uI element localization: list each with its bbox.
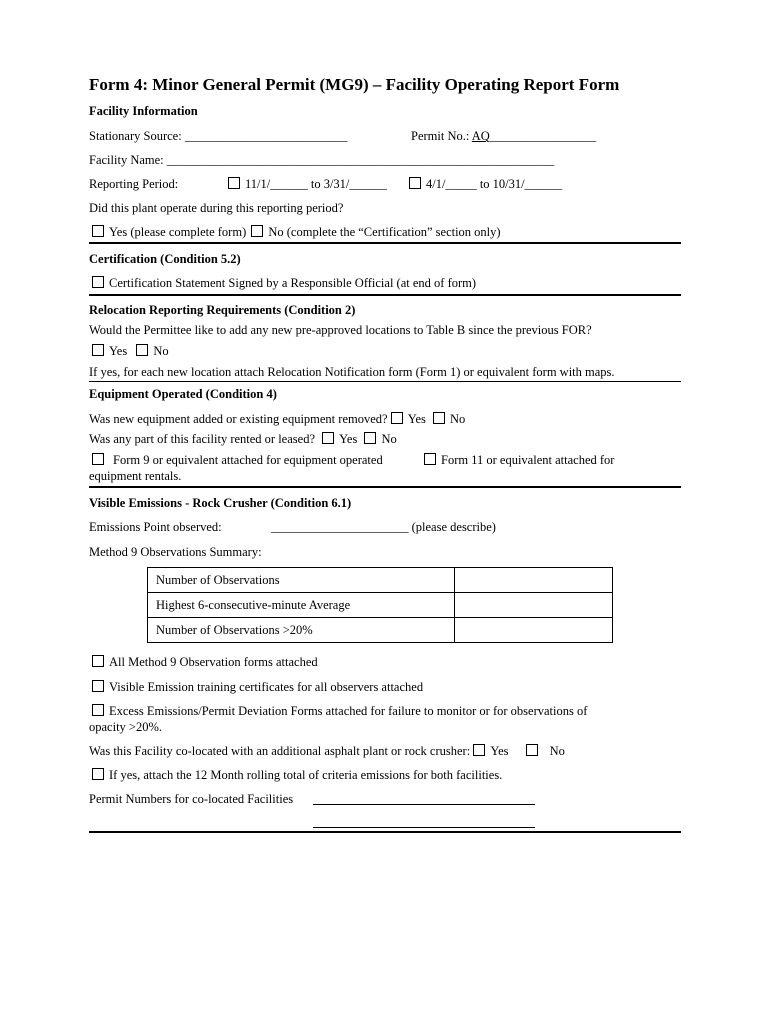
period2-option <box>409 177 562 192</box>
attach1-row <box>92 655 318 670</box>
relocation-question: Would the Permittee like to add any new pre-approved locations to Table B since the previous FOR? <box>89 323 592 337</box>
permit-numbers-field[interactable] <box>313 793 535 805</box>
equipment-q1-yes-checkbox[interactable] <box>391 412 403 424</box>
section-divider <box>89 831 681 833</box>
form11-label: Form 11 or equivalent attached for <box>441 453 615 467</box>
method9-summary-label: Method 9 Observations Summary: <box>89 545 262 559</box>
equipment-q2-no-checkbox[interactable] <box>364 432 376 444</box>
certification-checkbox[interactable] <box>92 276 104 288</box>
equipment-q2-row <box>89 432 397 447</box>
permit-no-label: Permit No.: <box>411 129 470 143</box>
table-row <box>148 568 613 593</box>
permit-numbers-field-2[interactable] <box>313 816 535 828</box>
operate-yes-checkbox[interactable] <box>92 225 104 237</box>
equipment-q2-label: Was any part of this facility rented or leased? <box>89 432 315 446</box>
colocated-attach-checkbox[interactable] <box>92 768 104 780</box>
attach1-label: All Method 9 Observation forms attached <box>109 655 318 669</box>
certification-label: Certification Statement Signed by a Responsible Official (at end of form) <box>109 276 477 290</box>
relocation-heading: Relocation Reporting Requirements (Condition 2) <box>89 303 356 317</box>
colocated-yes-checkbox[interactable] <box>473 744 485 756</box>
operate-no-checkbox[interactable] <box>251 225 263 237</box>
facility-name-field[interactable]: ______________________________________________________________ <box>166 153 555 167</box>
period2-checkbox[interactable] <box>409 177 421 189</box>
equipment-heading: Equipment Operated (Condition 4) <box>89 387 277 401</box>
relocation-yes-checkbox[interactable] <box>92 344 104 356</box>
permit-no-row <box>411 129 596 144</box>
equipment-q2-yes-checkbox[interactable] <box>322 432 334 444</box>
equipment-q1-no-checkbox[interactable] <box>433 412 445 424</box>
operate-answers <box>92 225 501 240</box>
emissions-point-row <box>271 520 496 535</box>
period1-label: 11/1/______ to 3/31/______ <box>245 177 387 191</box>
colocated-attach-row <box>92 768 502 783</box>
section-divider <box>89 381 681 382</box>
method9-table <box>147 567 613 643</box>
facility-name-row <box>89 153 554 168</box>
colocated-no-checkbox[interactable] <box>526 744 538 756</box>
attach2-row <box>92 680 423 695</box>
operate-question: Did this plant operate during this reporting period? <box>89 201 344 215</box>
period2-label: 4/1/_____ to 10/31/______ <box>426 177 563 191</box>
form9-label: Form 9 or equivalent attached for equipment operated <box>113 453 383 467</box>
equipment-q1-row <box>89 412 465 427</box>
section-divider <box>89 242 681 244</box>
table-row-label: Number of Observations >20% <box>148 618 455 643</box>
equipment-q1-no-label: No <box>450 412 466 426</box>
table-row-value[interactable] <box>455 568 613 593</box>
section-divider <box>89 486 681 488</box>
emissions-point-field[interactable]: ______________________ <box>271 520 409 534</box>
table-row <box>148 618 613 643</box>
relocation-answers <box>92 344 169 359</box>
equipment-q1-label: Was new equipment added or existing equipment removed? <box>89 412 388 426</box>
emissions-point-suffix: (please describe) <box>411 520 496 534</box>
relocation-note: If yes, for each new location attach Relocation Notification form (Form 1) or equivalent form with maps. <box>89 365 615 379</box>
section-divider <box>89 294 681 296</box>
permit-no-prefix: AQ <box>471 129 490 143</box>
equipment-q1-yes-label: Yes <box>407 412 426 426</box>
form-title: Form 4: Minor General Permit (MG9) – Facility Operating Report Form <box>89 75 620 94</box>
relocation-yes-label: Yes <box>109 344 128 358</box>
operate-no-label: No (complete the “Certification” section only) <box>268 225 501 239</box>
certification-heading: Certification (Condition 5.2) <box>89 252 241 266</box>
attach3-checkbox[interactable] <box>92 704 104 716</box>
table-row-value[interactable] <box>455 618 613 643</box>
relocation-no-label: No <box>153 344 169 358</box>
stationary-source-row <box>89 129 347 144</box>
equipment-q2-yes-label: Yes <box>339 432 358 446</box>
period1-checkbox[interactable] <box>228 177 240 189</box>
stationary-source-field[interactable]: __________________________ <box>184 129 348 143</box>
colocated-yes-label: Yes <box>490 744 509 758</box>
table-row-label: Highest 6-consecutive-minute Average <box>148 593 455 618</box>
stationary-source-label: Stationary Source: <box>89 129 182 143</box>
colocated-row <box>89 744 565 759</box>
equipment-q2-no-label: No <box>381 432 397 446</box>
form11-checkbox[interactable] <box>424 453 436 465</box>
attach3-row <box>92 704 587 719</box>
table-row-label: Number of Observations <box>148 568 455 593</box>
emissions-point-label: Emissions Point observed: <box>89 520 222 534</box>
period1-option <box>228 177 387 192</box>
certification-row <box>92 276 476 291</box>
colocated-attach-label: If yes, attach the 12 Month rolling total of criteria emissions for both facilities. <box>109 768 503 782</box>
form9-row <box>92 453 383 468</box>
emissions-heading: Visible Emissions - Rock Crusher (Condition 6.1) <box>89 496 352 510</box>
attach3-label-continued: opacity >20%. <box>89 720 163 734</box>
attach3-label: Excess Emissions/Permit Deviation Forms attached for failure to monitor or for observations of <box>109 704 588 718</box>
facility-name-label: Facility Name: <box>89 153 164 167</box>
relocation-no-checkbox[interactable] <box>136 344 148 356</box>
form11-label-continued: equipment rentals. <box>89 469 182 483</box>
table-row <box>148 593 613 618</box>
facility-heading: Facility Information <box>89 104 198 118</box>
permit-numbers-label: Permit Numbers for co-located Facilities <box>89 792 294 806</box>
attach2-label: Visible Emission training certificates for all observers attached <box>109 680 424 694</box>
reporting-period-label: Reporting Period: <box>89 177 179 191</box>
form9-checkbox[interactable] <box>92 453 104 465</box>
operate-yes-label: Yes (please complete form) <box>109 225 247 239</box>
colocated-no-label: No <box>549 744 565 758</box>
attach1-checkbox[interactable] <box>92 655 104 667</box>
permit-no-field[interactable]: _________________ <box>489 129 597 143</box>
colocated-question: Was this Facility co-located with an additional asphalt plant or rock crusher: <box>89 744 471 758</box>
form11-row <box>424 453 614 468</box>
table-row-value[interactable] <box>455 593 613 618</box>
attach2-checkbox[interactable] <box>92 680 104 692</box>
